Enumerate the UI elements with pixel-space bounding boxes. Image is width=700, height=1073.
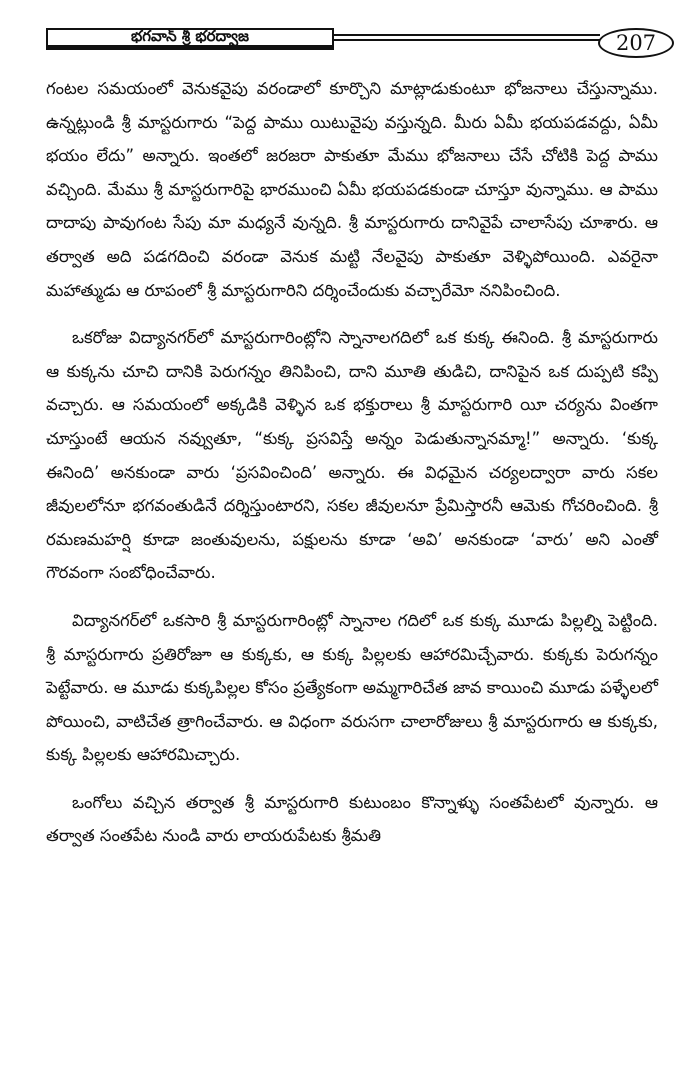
running-header [46, 28, 658, 58]
paragraph: ఒంగోలు వచ్చిన తర్వాత శ్రీ మాస్టరుగారి కుటుంబం కొన్నాళ్ళు సంతపేటలో వున్నారు. ఆ తర్వాత సంతపేట నుండి వారు లాయరుపేటకు శ్రీమతి [46, 792, 658, 846]
paragraph: ఒకరోజు విద్యానగర్‌లో మాస్టరుగారింట్లోని స్నానాలగదిలో ఒక కుక్క ఈనింది. శ్రీ మాస్టరుగారు ఆ కుక్కను చూచి దానికి పెరుగన్నం తినిపించి, దాని మూతి తుడిచి, దానిపైన ఒక దుప్పటి కప్పి వచ్చారు. ఆ సమయంలో అక్కడికి వెళ్ళిన ఒక భక్తురాలు శ్రీ మాస్టరుగారి యీ చర్యను వింతగా చూస్తుంటే ఆయన నవ్వుతూ, “కుక్క ప్రసవిస్తే అన్నం పెడుతున్నానమ్మా!” అన్నారు. ‘కుక్క ఈనింది’ అనకుండా వారు ‘ప్రసవించింది’ అన్నారు. ఈ విధమైన చర్యలద్వారా వారు సకల జీవులలోనూ భగవంతుడినే దర్శిస్తుంటారని, సకల జీవులనూ ప్రేమిస్తారనీ ఆమెకు గోచరించింది. శ్రీ రమణమహర్షి కూడా జంతువులను, పక్షులను కూడా ‘అవి’ అనకుండా ‘వారు’ అని ఎంతో గౌరవంగా సంబోధించేవారు. [46, 328, 658, 583]
paragraph: విద్యానగర్‌లో ఒకసారి శ్రీ మాస్టరుగారింట్లో స్నానాల గదిలో ఒక కుక్క మూడు పిల్లల్ని పెట్టింది. శ్రీ మాస్టరుగారు ప్రతిరోజూ ఆ కుక్కకు, ఆ కుక్క పిల్లలకు ఆహారమిచ్చేవారు. కుక్కకు పెరుగన్నం పెట్టేవారు. ఆ మూడు కుక్కపిల్లల కోసం ప్రత్యేకంగా అమ్మగారిచేత జావ కాయించి మూడు పళ్ళేలలో పోయించి, వాటిచేత త్రాగించేవారు. ఆ విధంగా వరుసగా చాలారోజులు శ్రీ మాస్టరుగారు ఆ కుక్కకు, కుక్క పిల్లలకు ఆహారమిచ్చారు. [46, 610, 658, 765]
page-number: 207 [598, 28, 674, 58]
body-text [46, 72, 658, 867]
paragraph: గంటల సమయంలో వెనుకవైపు వరండాలో కూర్చొని మాట్లాడుకుంటూ భోజనాలు చేస్తున్నాము. ఉన్నట్లుండి శ్రీ మాస్టరుగారు “పెద్ద పాము యిటువైపు వస్తున్నది. మీరు ఏమీ భయపడవద్దు, ఏమీ భయం లేదు” అన్నారు. ఇంతలో జరజరా పాకుతూ మేము భోజనాలు చేసే చోటికి పెద్ద పాము వచ్చింది. మేము శ్రీ మాస్టరుగారిపై భారముంచి ఏమీ భయపడకుండా చూస్తూ వున్నాము. ఆ పాము దాదాపు పావుగంట సేపు మా మధ్యనే వున్నది. శ్రీ మాస్టరుగారు దానివైపే చాలాసేపు చూశారు. ఆ తర్వాత అది పడగదించి వరండా వెనుక మట్టి నేలవైపు పాకుతూ వెళ్ళిపోయింది. ఎవరైనా మహాత్ముడు ఆ రూపంలో శ్రీ మాస్టరుగారిని దర్శించేందుకు వచ్చారేమో ననిపించింది. [46, 79, 658, 300]
header-rule [334, 39, 600, 41]
header-rule [334, 34, 600, 36]
header-title: భగవాన్ శ్రీ భరద్వాజ [46, 28, 334, 50]
